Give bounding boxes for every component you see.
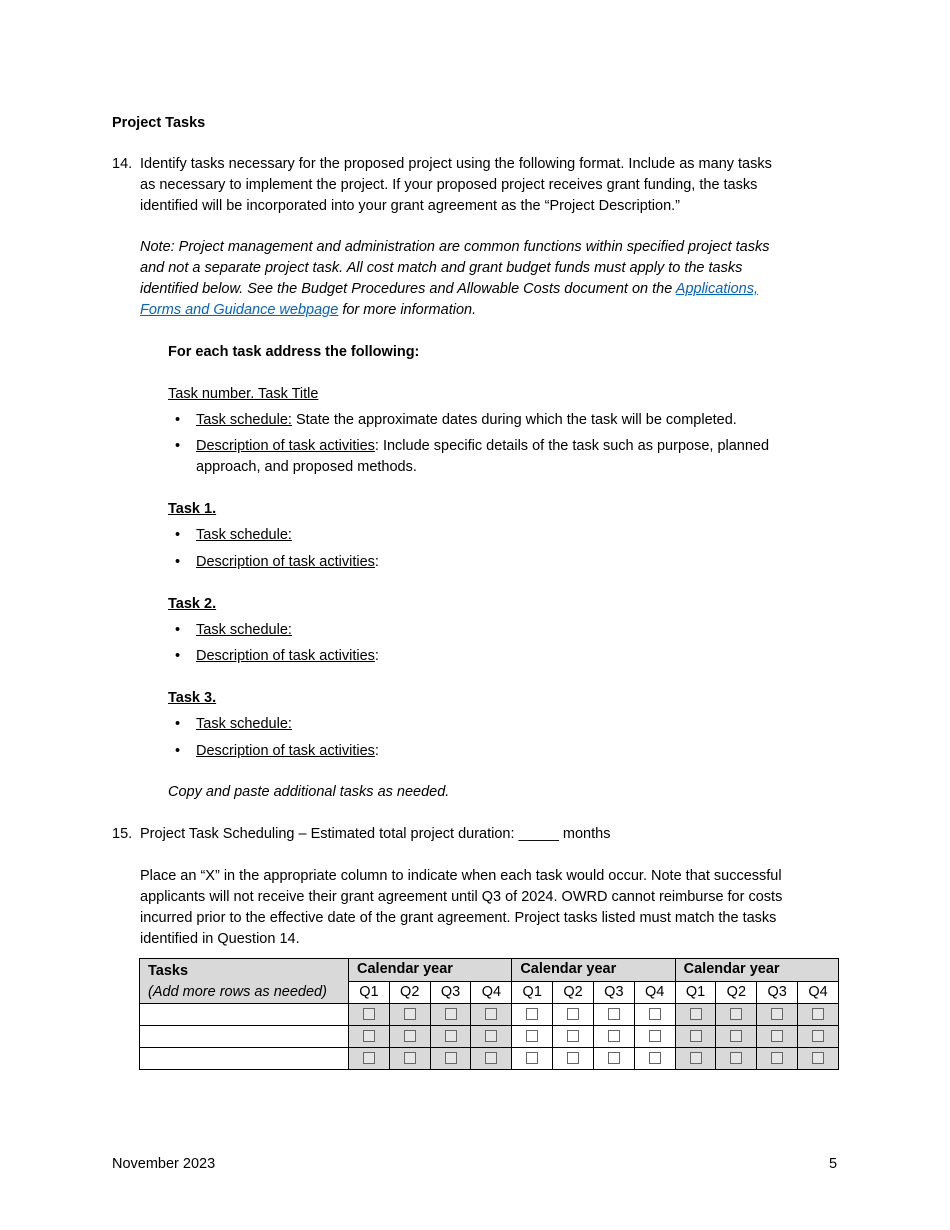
quarter-cell — [593, 1048, 634, 1070]
checkbox[interactable] — [608, 1030, 620, 1042]
text-line: identified will be incorporated into your grant agreement as the “Project Description.” — [140, 198, 680, 214]
table-row — [140, 1048, 839, 1070]
page-number: 5 — [829, 1156, 838, 1172]
checkbox[interactable] — [485, 1008, 497, 1020]
task-cell[interactable] — [140, 1026, 349, 1048]
quarter-cell — [512, 1004, 553, 1026]
duration-blank[interactable]: _____ — [518, 826, 559, 842]
checkbox[interactable] — [812, 1030, 824, 1042]
quarter-cell — [349, 1004, 390, 1026]
label: Task schedule: — [196, 527, 292, 543]
tasks-label: Tasks — [148, 963, 189, 979]
checkbox[interactable] — [526, 1030, 538, 1042]
task-1-schedule — [196, 525, 836, 546]
q15-paragraph — [140, 866, 840, 950]
quarter-cell — [553, 1026, 594, 1048]
footer-date: November 2023 — [112, 1156, 216, 1172]
task-2-title: Task 2. — [168, 596, 217, 612]
checkbox[interactable] — [771, 1030, 783, 1042]
quarter-header: Q4 — [634, 981, 675, 1004]
checkbox[interactable] — [567, 1052, 579, 1064]
section-title: Project Tasks — [112, 115, 206, 131]
quarter-cell — [430, 1004, 471, 1026]
quarter-header: Q4 — [798, 981, 839, 1004]
quarter-header: Q2 — [389, 981, 430, 1004]
quarter-cell — [512, 1048, 553, 1070]
checkbox[interactable] — [771, 1052, 783, 1064]
text: : Include specific details of the task such as purpose, planned — [374, 438, 770, 454]
quarter-header: Q1 — [675, 981, 716, 1004]
quarter-cell — [757, 1048, 798, 1070]
colon: : — [374, 554, 379, 570]
quarter-cell — [349, 1026, 390, 1048]
checkbox[interactable] — [690, 1008, 702, 1020]
quarter-header: Q3 — [430, 981, 471, 1004]
task-cell[interactable] — [140, 1004, 349, 1026]
label: Description of task activities — [196, 438, 375, 454]
checkbox[interactable] — [404, 1052, 416, 1064]
quarter-cell — [471, 1048, 512, 1070]
text-line: for more information. — [338, 302, 477, 318]
quarter-cell — [389, 1048, 430, 1070]
format-description — [196, 436, 836, 478]
quarter-header: Q4 — [471, 981, 512, 1004]
checkbox[interactable] — [812, 1052, 824, 1064]
year-3-header: Calendar year — [675, 959, 838, 982]
checkbox[interactable] — [730, 1030, 742, 1042]
checkbox[interactable] — [445, 1008, 457, 1020]
checkbox[interactable] — [404, 1008, 416, 1020]
quarter-cell — [798, 1048, 839, 1070]
task-3-title: Task 3. — [168, 690, 217, 706]
quarter-header: Q3 — [593, 981, 634, 1004]
quarter-cell — [798, 1004, 839, 1026]
q14-text — [140, 154, 840, 217]
table-row — [140, 1004, 839, 1026]
checkbox[interactable] — [771, 1008, 783, 1020]
checkbox[interactable] — [404, 1030, 416, 1042]
colon: : — [374, 743, 379, 759]
checkbox[interactable] — [649, 1008, 661, 1020]
label: Description of task activities — [196, 554, 375, 570]
text-line: as necessary to implement the project. If your proposed project receives grant funding, the tasks — [140, 177, 758, 193]
text: months — [558, 826, 611, 842]
checkbox[interactable] — [567, 1030, 579, 1042]
checkbox[interactable] — [526, 1052, 538, 1064]
text-line: applicants will not receive their grant agreement until Q3 of 2024. OWRD cannot reimburse for costs — [140, 889, 783, 905]
checkbox[interactable] — [363, 1008, 375, 1020]
quarter-cell — [430, 1026, 471, 1048]
quarter-cell — [757, 1026, 798, 1048]
q15-title — [140, 824, 610, 845]
quarter-header: Q2 — [553, 981, 594, 1004]
quarter-cell — [716, 1026, 757, 1048]
checkbox[interactable] — [730, 1052, 742, 1064]
task-2-description — [196, 646, 836, 667]
text-line: identified in Question 14. — [140, 931, 300, 947]
task-2-schedule — [196, 620, 836, 641]
applications-link[interactable]: Applications, — [675, 281, 758, 297]
task-cell[interactable] — [140, 1048, 349, 1070]
checkbox[interactable] — [363, 1030, 375, 1042]
quarter-cell — [389, 1026, 430, 1048]
label: Task schedule: — [196, 716, 292, 732]
checkbox[interactable] — [690, 1052, 702, 1064]
text-line: Place an “X” in the appropriate column to indicate when each task would occur. Note that successful — [140, 868, 782, 884]
copy-note: Copy and paste additional tasks as needed. — [168, 784, 450, 800]
applications-link-cont[interactable]: Forms and Guidance webpage — [140, 302, 339, 318]
quarter-cell — [716, 1048, 757, 1070]
quarter-cell — [553, 1004, 594, 1026]
task-3-description — [196, 741, 836, 762]
task-3-schedule — [196, 714, 836, 735]
quarter-cell — [675, 1026, 716, 1048]
q14-number: 14. — [112, 156, 133, 172]
quarter-cell — [512, 1026, 553, 1048]
text: approach, and proposed methods. — [196, 459, 417, 475]
checkbox[interactable] — [445, 1052, 457, 1064]
text-line: Note: Project management and administration are common functions within specified project tasks — [140, 239, 770, 255]
label: Description of task activities — [196, 648, 375, 664]
tasks-header — [140, 959, 349, 1004]
text-line: Identify tasks necessary for the proposed project using the following format. Include as many tasks — [140, 156, 772, 172]
quarter-cell — [593, 1026, 634, 1048]
checkbox[interactable] — [690, 1030, 702, 1042]
for-each-heading: For each task address the following: — [168, 344, 420, 360]
quarter-cell — [471, 1026, 512, 1048]
colon: : — [374, 648, 379, 664]
quarter-cell — [634, 1048, 675, 1070]
checkbox[interactable] — [526, 1008, 538, 1020]
q14-note — [140, 237, 840, 321]
label: Description of task activities — [196, 743, 375, 759]
checkbox[interactable] — [730, 1008, 742, 1020]
task-1-description — [196, 552, 836, 573]
quarter-cell — [430, 1048, 471, 1070]
quarter-header: Q1 — [349, 981, 390, 1004]
q15-number: 15. — [112, 826, 133, 842]
checkbox[interactable] — [567, 1008, 579, 1020]
task-1-title: Task 1. — [168, 501, 217, 517]
quarter-header: Q3 — [757, 981, 798, 1004]
text-line: incurred prior to the effective date of the grant agreement. Project tasks listed must match the tasks — [140, 910, 777, 926]
quarter-cell — [634, 1026, 675, 1048]
checkbox[interactable] — [445, 1030, 457, 1042]
schedule-table — [139, 958, 839, 1070]
table-row — [140, 1026, 839, 1048]
year-1-header: Calendar year — [349, 959, 512, 982]
quarter-cell — [593, 1004, 634, 1026]
quarter-cell — [389, 1004, 430, 1026]
quarter-cell — [716, 1004, 757, 1026]
year-2-header: Calendar year — [512, 959, 675, 982]
quarter-cell — [553, 1048, 594, 1070]
quarter-cell — [675, 1048, 716, 1070]
text-line: identified below. See the Budget Procedures and Allowable Costs document on the — [140, 281, 676, 297]
format-schedule — [196, 410, 836, 431]
checkbox[interactable] — [812, 1008, 824, 1020]
text: Project Task Scheduling – Estimated total project duration: — [140, 826, 519, 842]
quarter-cell — [634, 1004, 675, 1026]
quarter-cell — [675, 1004, 716, 1026]
checkbox[interactable] — [608, 1052, 620, 1064]
tasks-sublabel: (Add more rows as needed) — [148, 984, 327, 1000]
quarter-cell — [471, 1004, 512, 1026]
checkbox[interactable] — [485, 1030, 497, 1042]
checkbox[interactable] — [363, 1052, 375, 1064]
label: Task schedule: — [196, 412, 292, 428]
text-line: and not a separate project task. All cost match and grant budget funds must apply to the tasks — [140, 260, 743, 276]
checkbox[interactable] — [608, 1008, 620, 1020]
quarter-header: Q1 — [512, 981, 553, 1004]
checkbox[interactable] — [485, 1052, 497, 1064]
quarter-cell — [757, 1004, 798, 1026]
checkbox[interactable] — [649, 1052, 661, 1064]
quarter-header: Q2 — [716, 981, 757, 1004]
label: Task schedule: — [196, 622, 292, 638]
quarter-cell — [798, 1026, 839, 1048]
quarter-cell — [349, 1048, 390, 1070]
format-title: Task number. Task Title — [168, 386, 319, 402]
text: State the approximate dates during which the task will be completed. — [291, 412, 737, 428]
checkbox[interactable] — [649, 1030, 661, 1042]
